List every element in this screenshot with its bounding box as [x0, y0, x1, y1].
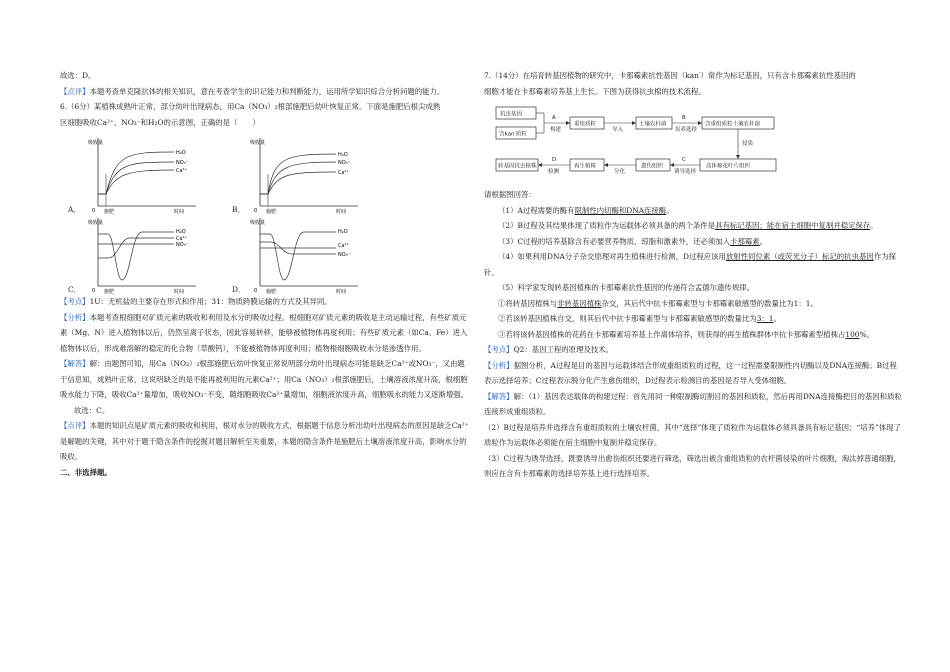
origin-label: 0: [92, 208, 96, 214]
y-axis-label: 吸收量: [88, 140, 104, 146]
x-axis-label: 时间: [336, 289, 347, 294]
no3-label: NO₃⁻: [338, 252, 351, 258]
no3-label: NO₃⁻: [338, 160, 351, 166]
curve-ca: [98, 238, 174, 258]
curve-no3: [98, 162, 174, 194]
h2o-label: H₂O: [338, 152, 348, 158]
x-axis-label: 时间: [336, 209, 347, 214]
label-construct: 构建: [550, 127, 562, 133]
knowledge-text: 1U：无机盐的主要存在形式和作用；31：物质跨膜运输的方式及其异同。: [89, 297, 332, 306]
label-a: A: [552, 115, 556, 121]
h2o-label: H₂O: [338, 229, 348, 235]
solution-tag: 【解答】: [484, 391, 514, 401]
answer-line: 故选：C。: [74, 405, 110, 415]
analysis-text: 据图分析，A过程是目的基因与运载体结合形成重组质粒的过程，这一过程需要限制性内切酶以及DNA连接酶；B过程表示选择培养；C过程表示脱分化产生愈伤组织，D过程表示检测目的基因是否导入受体细胞。: [484, 360, 897, 385]
flow-svg: [494, 103, 794, 185]
curve-ca: [260, 172, 336, 194]
answer-5-1-fill: 非转基因植株: [557, 298, 602, 308]
comment-text: 本题的知识点是矿质元素的吸收和利用，根对水分的吸收方式，根据题干信息分析出幼叶出现病态的原因是缺乏Ca²⁺是解题的关键，其中对于题干隐含条件的挖掘对题目解析至关重要，本题的隐含条件是施肥后土壤溶液浓度升高，影响水分的吸收。: [60, 421, 469, 461]
answer-5: （5）科学家发现转基因植株的卡那霉素抗性基因的传递符合孟德尔遗传规律。: [498, 283, 754, 292]
solution-tag: 【解答】: [60, 359, 90, 368]
box-agrobacterium: 土壤农杆菌: [639, 121, 667, 128]
analysis-paragraph: [60, 310, 472, 357]
answer-2-fill: 具有标记基因；能在宿主细胞中复制并稳定保存: [715, 221, 871, 230]
comment-paragraph: [60, 418, 472, 465]
box-recombinant: 重组质粒: [574, 121, 597, 128]
origin-label: 0: [92, 288, 96, 294]
fertilize-label: 施肥: [104, 289, 115, 294]
option-d-label: D．: [232, 285, 246, 294]
fertilize-label: 施肥: [266, 289, 277, 294]
solution-paragraph: [60, 356, 472, 403]
x-axis-label: 时间: [174, 209, 185, 214]
right-column: [484, 68, 904, 482]
ca-label: Ca²⁺: [176, 168, 188, 174]
y-axis-label: 吸收量: [88, 220, 104, 226]
h2o-label: H₂O: [176, 229, 186, 235]
knowledge-text: Q2：基因工程的原理及技术。: [513, 345, 614, 354]
answer-3-fill: 卡那霉素: [730, 236, 760, 246]
answer-5-1: ①将转基因植株与非转基因植株杂交，其后代中抗卡那霉素型与卡那霉素敏感型的数量比为1：1。: [498, 298, 818, 308]
label-c: C: [682, 157, 686, 163]
analysis-paragraph: [484, 358, 904, 389]
answer-1: （1）A过程需要的酶有限制性内切酶和DNA连接酶。: [498, 205, 674, 215]
answer-1-fill: 限制性内切酶和DNA连接酶: [574, 205, 667, 215]
comment-tag: 【点评】: [60, 421, 90, 430]
label-induce: 诱导选择: [674, 169, 697, 175]
flow-diagram: [494, 103, 904, 185]
comment-tag: 【点评】: [60, 86, 90, 96]
box-transgenic: 转基因抗虫植株: [498, 163, 537, 170]
fertilize-label: 施肥: [266, 209, 277, 214]
ca-label: Ca²⁺: [176, 236, 188, 242]
no3-label: NO₃⁻: [176, 160, 189, 166]
solution-paragraph-2: （2）B过程是培养并选择含有重组质粒的土壤农杆菌，其中“选择”体现了质粒作为运载体必须具备具有标记基因；“培养”体现了质粒作为运载体必须能在宿主细胞中复制并稳定保存。: [484, 422, 901, 447]
answer-5-2-fill: 3：1: [756, 314, 774, 323]
analysis-tag: 【分析】: [484, 360, 514, 370]
solution-text: 解：由题图可知，用Ca（NO₃）₂根部施肥后幼叶恢复正常说明部分幼叶出现病态可能是缺乏Ca²⁺或NO₃⁻，又由题干信息知，成熟叶正常，这说明缺乏的是不能再被利用的元素Ca²⁺；用Ca（NO₃）₂根部施肥后，土壤溶液浓度升高，根细胞吸水能力下降，吸收Ca²⁺量增加，吸收NO₃⁻不变，随细胞吸收Ca²⁺量增加，细胞液浓度升高，细胞吸水的能力又逐渐增强。: [60, 359, 468, 399]
solution-paragraph: [484, 389, 904, 420]
section-heading: 二、非选择题。: [60, 467, 112, 477]
label-infect: 侵染: [742, 141, 754, 147]
graph-d: [248, 214, 363, 294]
label-culture: 培养选择: [675, 127, 698, 133]
analysis-tag: 【分析】: [60, 312, 90, 322]
question-7-stem-2: 细胞才能在卡那霉素培养基上生长。下图为获得抗虫棉的技术流程。: [484, 86, 706, 96]
ask-line: 请根据图回答：: [484, 190, 536, 199]
answer-4: （4）如果利用DNA分子杂交原理对再生植株进行检测，D过程应该用放射性同位素（或荧光分子）标记的抗虫基因作为探针。: [484, 252, 896, 277]
answer-line: 故选：D。: [60, 71, 96, 80]
solution-text: 解：（1）基因表达载体的构建过程：首先用同一种限制酶切割目的基因和质粒，然后再用DNA连接酶把目的基因和质粒连接形成重组质粒。: [484, 391, 902, 416]
label-import: 导入: [612, 127, 624, 133]
answer-5-3-fill: 100: [845, 329, 860, 339]
option-b-label: B．: [232, 205, 245, 214]
label-differentiate: 分化: [614, 169, 626, 175]
comment-paragraph: [60, 84, 472, 100]
ca-label: Ca²⁺: [338, 170, 350, 176]
graph-a: [86, 134, 201, 214]
box-regenerated: 再生植株: [574, 163, 597, 170]
analysis-text: 本题考查根细胞对矿质元素的吸收和利用及水分的吸收过程。根细胞对矿质元素的吸收是主动运输过程，有些矿质元素（Mg、N）进入植物体以后，仍然呈离子状态，因此容易转移，能够被植物体再度利用；有些矿质元素（如Ca、Fe）进入植物体以后，形成难溶解的稳定的化合物（草酸钙），不能被植物体再度利用；植物根细胞吸收水分是渗透作用。: [60, 312, 468, 353]
curve-h2o: [260, 232, 336, 280]
box-gene: 抗虫基因: [500, 111, 523, 118]
knowledge-tag: 【考点】: [484, 345, 514, 354]
option-graphs: [60, 132, 472, 292]
x-axis-label: 时间: [174, 289, 185, 294]
graph-c: [86, 214, 201, 294]
left-column: [60, 68, 472, 480]
box-callus: 愈伤组织: [641, 163, 664, 170]
box-plasmid: 含kan′质粒: [499, 131, 527, 138]
answer-4-fill: 放射性同位素（或荧光分子）标记的抗虫基因: [725, 252, 874, 261]
question-7-stem-1: 7.（14分）在培育转基因植物的研究中，卡那霉素抗性基因（kan′）常作为标记基因，只有含卡那霉素抗性基因的: [484, 71, 856, 80]
label-detect: 检测: [548, 169, 560, 175]
answer-2: （2）B过程及其结果体现了质粒作为运载体必须具备的两个条件是具有标记基因；能在宿主细胞中复制并稳定保存。: [498, 221, 878, 230]
answer-5-3: ③若将该转基因植株的花药在卡那霉素培养基上作离体培养，则获得的再生植株群体中抗卡那霉素型植株占100%。: [498, 329, 874, 339]
box-agro-recombinant: 含重组质粒土壤农杆菌: [705, 121, 761, 128]
comment-text: 本题考查单克隆抗体的相关知识，意在考查学生的识记能力和判断能力，运用所学知识综合分析问题的能力。: [89, 86, 445, 96]
question-6-stem-2: 区细胞吸收Ca²⁺、NO₃⁻和H₂O的示意图，正确的是（ ）: [60, 117, 260, 127]
graph-b: [248, 134, 363, 214]
ca-label: Ca²⁺: [338, 243, 350, 249]
answer-3: （3）C过程的培养基除含有必要营养物质、琼脂和激素外，还必须加入卡那霉素。: [498, 236, 768, 246]
no3-label: NO₃⁻: [176, 242, 189, 248]
label-b: B: [682, 115, 686, 121]
box-leaf: 高体棉花叶片组织: [706, 163, 751, 170]
solution-paragraph-3: （3）C过程为诱导选择，既要诱导出愈伤组织还要进行筛选，筛选出被含重组质粒的农杆菌侵染的叶片细胞，淘汰掉普通细胞，则应在含有卡那霉素的选择培养基上进行选择培养。: [484, 453, 901, 478]
y-axis-label: 吸收量: [250, 220, 266, 226]
answer-5-2: ②若该转基因植株自交，则其后代中抗卡那霉素型与卡那霉素敏感型的数量比为3：1。: [498, 314, 781, 323]
origin-label: 0: [254, 288, 258, 294]
knowledge-point: [60, 294, 472, 310]
knowledge-point: [484, 342, 904, 358]
h2o-label: H₂O: [176, 150, 186, 156]
curve-h2o: [98, 232, 174, 280]
fertilize-label: 施肥: [104, 209, 115, 214]
option-c-label: C．: [68, 285, 82, 294]
option-a-label: A．: [68, 205, 81, 214]
knowledge-tag: 【考点】: [60, 297, 90, 306]
y-axis-label: 吸收量: [250, 140, 266, 146]
question-6-stem-1: 6.（6分）某植株成熟叶正常，部分幼叶出现病态，用Ca（NO₃）₂根部施肥后幼叶恢复正常。下面是施肥后根尖成熟: [60, 102, 441, 111]
label-d: D: [552, 157, 557, 163]
origin-label: 0: [254, 208, 258, 214]
